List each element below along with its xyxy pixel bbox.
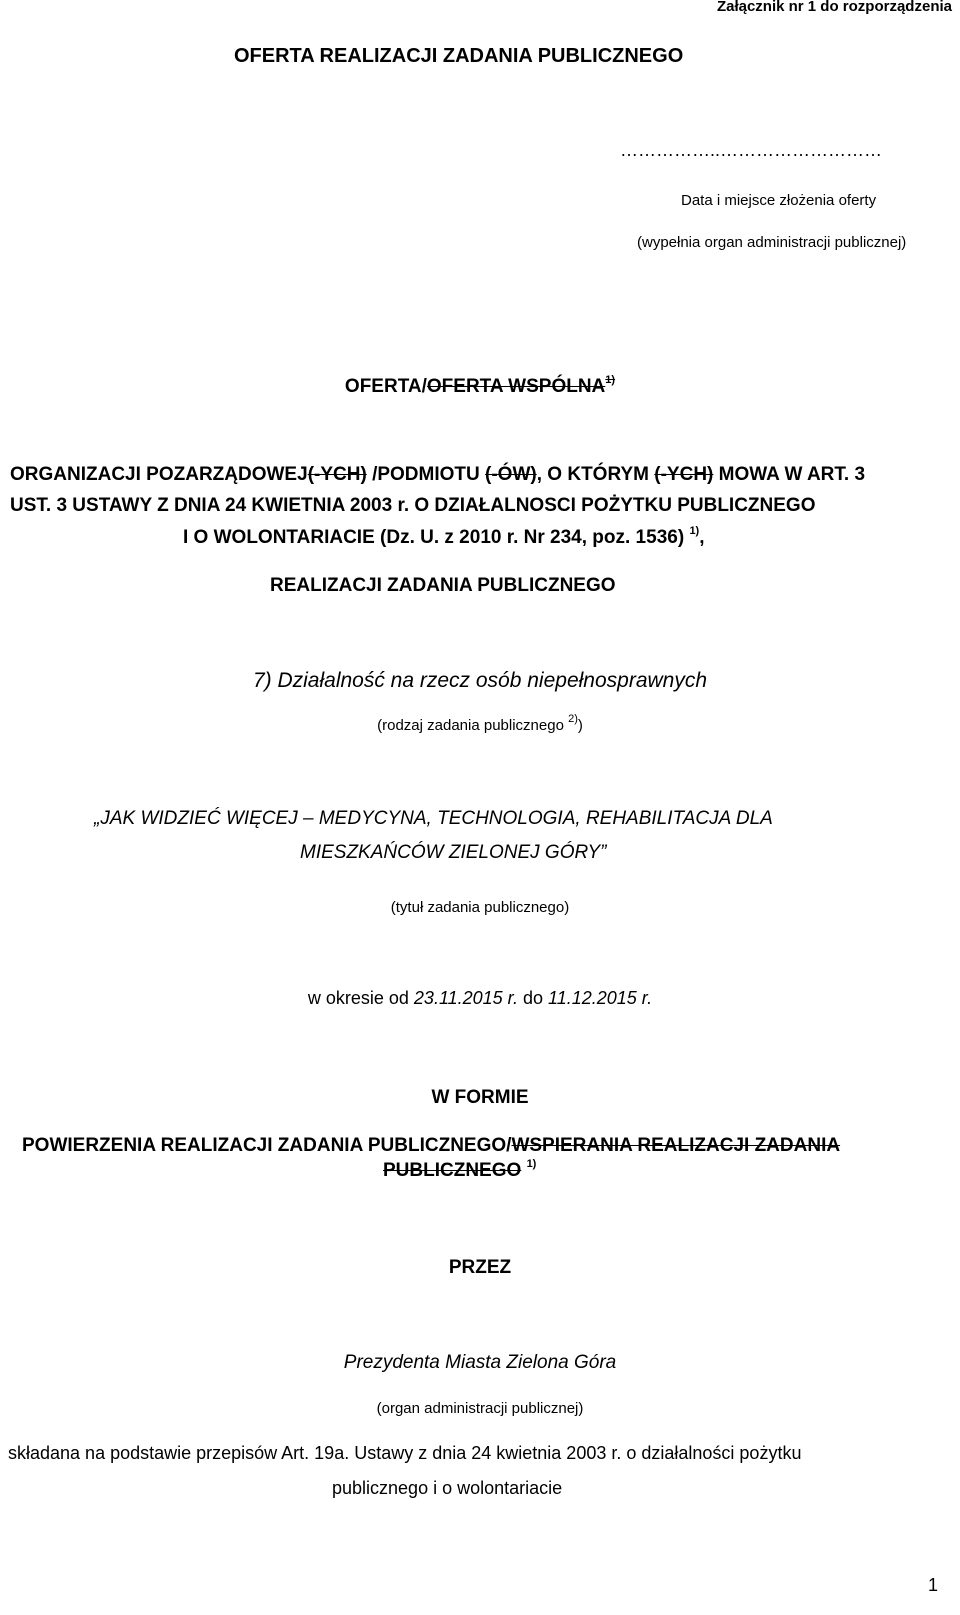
- page-number: 1: [927, 1575, 938, 1595]
- offer-type: OFERTA/OFERTA WSPÓLNA$^{1)}$: [344, 373, 616, 397]
- annex-label: Załącznik nr 1 do rozporządzenia: [716, 0, 952, 15]
- task-type-label: (rodzaj zadania publicznego $^{2)}$): [377, 713, 583, 734]
- by-heading: PRZEZ: [448, 1257, 512, 1278]
- task-type: 7) Działalność na rzecz osób niepełnosprawnych: [252, 669, 708, 692]
- form-heading: W FORMIE: [431, 1087, 529, 1108]
- task-period: w okresie od 23.11.2015 r. do 11.12.2015 r.: [307, 988, 653, 1008]
- org-line-3: I O WOLONTARIACIE (Dz. U. z 2010 r. Nr 234, poz. 1536) $^{1)}$,: [183, 524, 705, 548]
- org-line-1: ORGANIZACJI POZARZĄDOWEJ(-YCH) /PODMIOTU (-ÓW), O KTÓRYM (-YCH) MOWA W ART. 3: [10, 464, 866, 485]
- authority-name: Prezydenta Miasta Zielona Góra: [343, 1352, 617, 1373]
- task-title-line-1: „JAK WIDZIEĆ WIĘCEJ – MEDYCYNA, TECHNOLOGIA, REHABILITACJA DLA: [94, 808, 773, 829]
- document-title: OFERTA REALIZACJI ZADANIA PUBLICZNEGO: [234, 45, 684, 67]
- form-line-1: POWIERZENIA REALIZACJI ZADANIA PUBLICZNEGO/WSPIERANIA REALIZACJI ZADANIA: [22, 1135, 841, 1156]
- date-place-label: Data i miejsce złożenia oferty: [681, 192, 877, 209]
- task-title-label: (tytuł zadania publicznego): [390, 899, 570, 916]
- date-place-note: (wypełnia organ administracji publicznej): [637, 234, 907, 251]
- org-line-4: REALIZACJI ZADANIA PUBLICZNEGO: [270, 575, 616, 596]
- task-title-line-2: MIESZKAŃCÓW ZIELONEJ GÓRY”: [300, 842, 607, 863]
- authority-label: (organ administracji publicznej): [376, 1400, 584, 1417]
- org-line-2: UST. 3 USTAWY Z DNIA 24 KWIETNIA 2003 r. O DZIAŁALNOSCI POŻYTKU PUBLICZNEGO: [10, 495, 816, 516]
- legal-basis-line-1: składana na podstawie przepisów Art. 19a. Ustawy z dnia 24 kwietnia 2003 r. o działalności pożytku: [8, 1443, 802, 1463]
- form-line-2: PUBLICZNEGO $^{1)}$: [383, 1157, 537, 1181]
- legal-basis-line-2: publicznego i o wolontariacie: [332, 1478, 563, 1498]
- date-dots: ……………..………………………: [620, 140, 883, 160]
